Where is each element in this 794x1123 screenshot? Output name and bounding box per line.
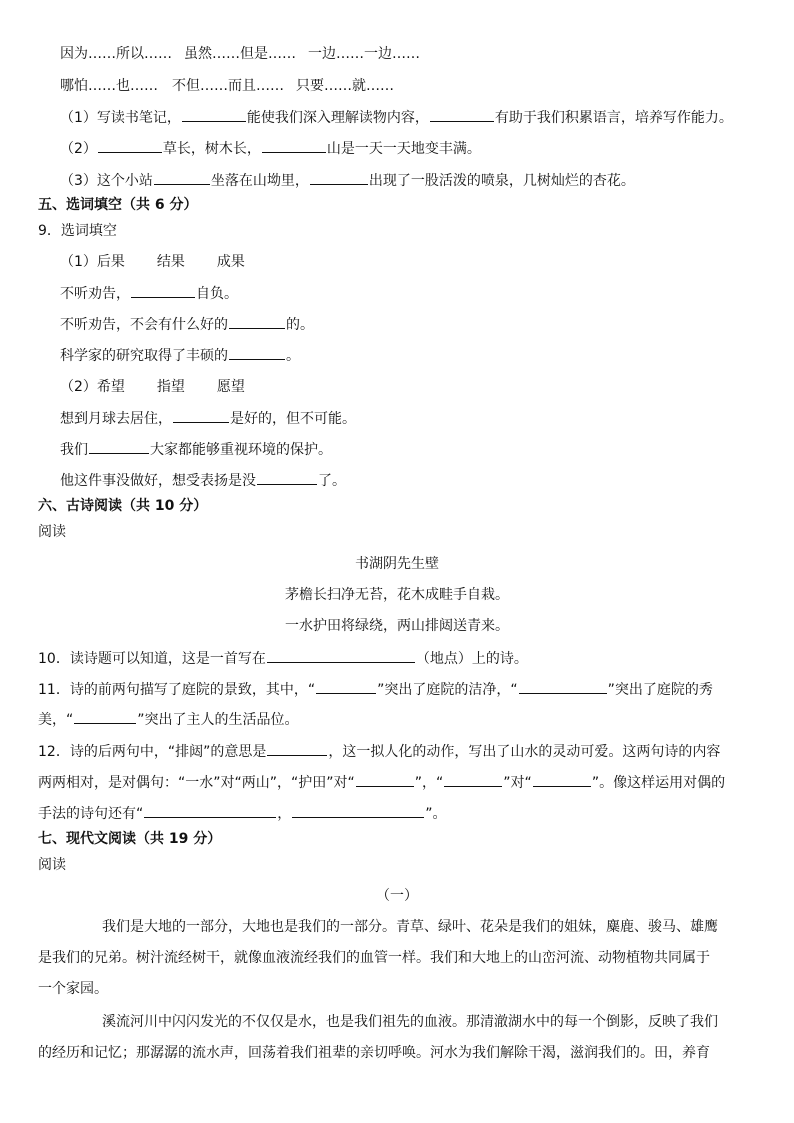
text: 自负。 (196, 286, 238, 302)
answer-blank[interactable] (89, 439, 149, 454)
question-11-cont (38, 709, 299, 730)
word-choice: 愿望 (216, 379, 245, 395)
item-number: （1） (60, 110, 97, 126)
word-choice: 成果 (216, 254, 245, 270)
answer-blank[interactable] (430, 107, 494, 122)
word-choice: 结果 (156, 254, 185, 270)
passage-line: 一个家园。 (38, 981, 108, 997)
text: 了。 (318, 473, 346, 489)
fill-sentence (60, 314, 314, 335)
answer-blank[interactable] (182, 107, 246, 122)
q8-item-2 (60, 138, 481, 159)
read-label: 阅读 (38, 857, 66, 873)
passage-line: 的经历和记忆；那潺潺的流水声，回荡着我们祖辈的亲切呼唤。河水为我们解除干渴，滋润我们的。田，养育 (38, 1045, 710, 1061)
section-heading: 七、现代文阅读（共 19 分） (38, 831, 222, 847)
section-heading: 五、选词填空（共 6 分） (38, 197, 198, 213)
text: 。 (286, 348, 300, 364)
item-number: （1） (60, 254, 97, 270)
text: ”，“ (414, 775, 444, 791)
word-choices-1 (60, 252, 245, 272)
answer-blank[interactable] (98, 138, 162, 153)
text: 我们 (60, 442, 88, 458)
question-12-cont (38, 772, 725, 793)
question-10 (38, 648, 528, 669)
text: ”。像这样运用对偶的 (591, 775, 726, 791)
item-number: （2） (60, 379, 97, 395)
passage-line: 我们是大地的一部分，大地也是我们的一部分。青草、绿叶、花朵是我们的姐妹，麋鹿、骏马、雄鹰 (102, 919, 718, 935)
q8-item-3 (60, 170, 635, 191)
answer-blank[interactable] (173, 408, 229, 423)
answer-blank[interactable] (316, 679, 376, 694)
text: （地点）上的诗。 (415, 651, 528, 667)
passage-part-label: （一） (376, 888, 418, 904)
text: 写读书笔记， (96, 110, 181, 126)
text: 坐落在山坳里， (210, 173, 309, 189)
passage-line: 是我们的兄弟。树汁流经树干，就像血液流经我们的血管一样。我们和大地上的山峦河流、动物植物共同属于 (38, 950, 710, 966)
text: 12．诗的后两句中，“排闼”的意思是 (38, 744, 267, 760)
answer-blank[interactable] (356, 772, 414, 787)
passage-line: 溪流河川中闪闪发光的不仅仅是水，也是我们祖先的血液。那清澈湖水中的每一个倒影，反映了我们 (102, 1014, 718, 1030)
word-choices-2 (60, 377, 245, 397)
connective: 虽然……但是…… (184, 46, 296, 62)
poem-line: 茅檐长扫净无苔，花木成畦手自栽。 (285, 587, 509, 603)
item-number: （3） (60, 173, 97, 189)
text: ”。 (425, 806, 447, 822)
answer-blank[interactable] (229, 345, 285, 360)
answer-blank[interactable] (154, 170, 210, 185)
answer-blank[interactable] (310, 170, 368, 185)
question-stem: 9．选词填空 (38, 223, 117, 239)
read-label: 阅读 (38, 524, 66, 540)
poem-line: 一水护田将绿绕，两山排闼送青来。 (285, 618, 509, 634)
question-12-cont (38, 803, 447, 824)
text: ，这一拟人化的动作，写出了山水的灵动可爱。这两句诗的内容 (328, 744, 721, 760)
text: ”突出了主人的生活品位。 (137, 712, 299, 728)
answer-blank[interactable] (533, 772, 591, 787)
fill-sentence (60, 439, 332, 460)
connective: 一边……一边…… (308, 46, 420, 62)
word-choice: 后果 (96, 254, 125, 270)
text: 11．诗的前两句描写了庭院的景致，其中，“ (38, 682, 316, 698)
connective: 哪怕……也…… (60, 78, 158, 94)
word-choice: 指望 (156, 379, 185, 395)
connectives-row-1 (60, 44, 420, 64)
text: 不听劝告，不会有什么好的 (60, 317, 228, 333)
text: ， (277, 806, 292, 822)
text: 他这件事没做好，想受表扬是没 (60, 473, 256, 489)
text: 两两相对，是对偶句：“一水”对“两山”，“护田”对“ (38, 775, 355, 791)
q8-item-1 (60, 107, 733, 128)
fill-sentence (60, 345, 300, 366)
answer-blank[interactable] (257, 470, 317, 485)
connective: 不但……而且…… (172, 78, 284, 94)
connective: 只要……就…… (296, 78, 394, 94)
text: 的。 (286, 317, 314, 333)
text: 能使我们深入理解读物内容， (246, 110, 429, 126)
text: 科学家的研究取得了丰硕的 (60, 348, 228, 364)
answer-blank[interactable] (74, 709, 136, 724)
text: 山是一天一天地变丰满。 (326, 141, 481, 157)
poem-title: 书湖阴先生壁 (355, 556, 439, 572)
question-11 (38, 679, 713, 700)
item-number: （2） (60, 141, 97, 157)
answer-blank[interactable] (292, 803, 424, 818)
text: ”突出了庭院的秀 (607, 682, 713, 698)
section-heading: 六、古诗阅读（共 10 分） (38, 498, 208, 514)
answer-blank[interactable] (144, 803, 276, 818)
question-12 (38, 741, 720, 762)
fill-sentence (60, 283, 238, 304)
answer-blank[interactable] (267, 741, 327, 756)
text: 出现了一股活泼的喷泉，几树灿烂的杏花。 (368, 173, 635, 189)
answer-blank[interactable] (131, 283, 195, 298)
text: 草长，树木长， (162, 141, 261, 157)
text: 想到月球去居住， (60, 411, 172, 427)
text: 大家都能够重视环境的保护。 (150, 442, 332, 458)
fill-sentence (60, 408, 356, 429)
answer-blank[interactable] (267, 648, 415, 663)
fill-sentence (60, 470, 346, 491)
connectives-row-2 (60, 76, 394, 96)
text: 不听劝告， (60, 286, 130, 302)
text: 这个小站 (96, 173, 153, 189)
text: 美，“ (38, 712, 74, 728)
answer-blank[interactable] (229, 314, 285, 329)
word-choice: 希望 (96, 379, 125, 395)
text: 10．读诗题可以知道，这是一首写在 (38, 651, 266, 667)
text: 是好的，但不可能。 (230, 411, 356, 427)
answer-blank[interactable] (519, 679, 607, 694)
answer-blank[interactable] (444, 772, 502, 787)
text: ”对“ (503, 775, 532, 791)
text: 手法的诗句还有“ (38, 806, 144, 822)
connective: 因为……所以…… (60, 46, 172, 62)
text: 有助于我们积累语言，培养写作能力。 (494, 110, 733, 126)
text: ”突出了庭院的洁净，“ (377, 682, 518, 698)
answer-blank[interactable] (262, 138, 326, 153)
